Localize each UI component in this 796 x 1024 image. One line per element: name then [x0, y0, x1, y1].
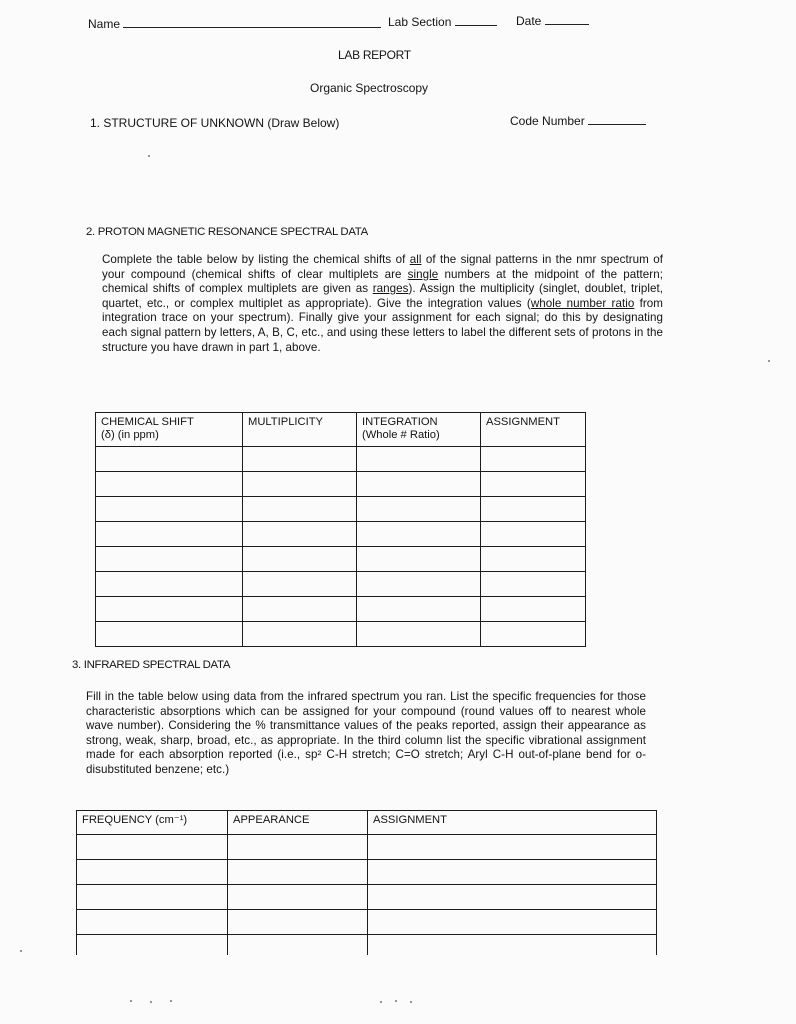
s2-underline-all: all: [409, 253, 422, 266]
table-cell[interactable]: [77, 835, 228, 860]
name-label: Name: [88, 17, 121, 31]
table-row: [77, 885, 657, 910]
table-cell[interactable]: [357, 622, 481, 647]
scan-speck: [130, 1000, 132, 1002]
table-cell[interactable]: [481, 522, 586, 547]
table-cell[interactable]: [96, 622, 243, 647]
table-cell[interactable]: [357, 597, 481, 622]
s2-underline-ranges: ranges: [372, 282, 409, 296]
table-cell[interactable]: [96, 472, 243, 497]
s2-text-1: Complete the table below by listing the chemical shifts of: [102, 253, 410, 266]
ir-col-assignment: ASSIGNMENT: [368, 811, 657, 835]
table-cell[interactable]: [77, 885, 228, 910]
table-cell[interactable]: [228, 935, 368, 955]
table-cell[interactable]: [481, 547, 586, 572]
table-row: [77, 835, 657, 860]
table-cell[interactable]: [368, 910, 657, 935]
scan-speck: [768, 360, 770, 362]
table-cell[interactable]: [481, 622, 586, 647]
nmr-col-assignment: ASSIGNMENT: [481, 413, 586, 447]
table-cell[interactable]: [243, 472, 357, 497]
table-cell[interactable]: [96, 547, 243, 572]
table-cell[interactable]: [96, 522, 243, 547]
scan-speck: [148, 155, 150, 157]
table-cell[interactable]: [96, 497, 243, 522]
table-cell[interactable]: [481, 572, 586, 597]
table-cell[interactable]: [228, 860, 368, 885]
chemical-shift-unit: (δ) (in ppm): [101, 428, 159, 441]
table-row: [96, 572, 586, 597]
table-cell[interactable]: [228, 910, 368, 935]
table-row: [96, 497, 586, 522]
table-cell[interactable]: [357, 547, 481, 572]
s2-underline-whole-number-ratio: whole number ratio: [530, 296, 635, 310]
date-blank[interactable]: [545, 24, 589, 25]
ir-data-table: [76, 810, 657, 955]
table-cell[interactable]: [77, 935, 228, 955]
table-row: [96, 472, 586, 497]
table-row: [77, 860, 657, 885]
s2-text-5: from integration trace on your spectrum). Finally give your assignment for each signal; do this by designating each signal pattern by letters, A, B, C, etc., and using these letters to label the different sets of protons in the structure you have drawn in part 1, above.: [102, 296, 664, 354]
table-row: [96, 547, 586, 572]
lab-section-label: Lab Section: [388, 15, 452, 29]
table-cell[interactable]: [481, 472, 586, 497]
s2-underline-single: single: [407, 267, 439, 281]
lab-section-blank[interactable]: [455, 25, 497, 26]
date-field-row: [516, 14, 589, 28]
table-cell[interactable]: [481, 497, 586, 522]
code-number-row: [510, 114, 646, 128]
nmr-col-integration: [357, 413, 481, 447]
table-cell[interactable]: [77, 910, 228, 935]
name-field-row: [88, 17, 381, 31]
table-cell[interactable]: [243, 547, 357, 572]
table-cell[interactable]: [228, 835, 368, 860]
scan-speck: [150, 1001, 152, 1003]
table-cell[interactable]: [357, 472, 481, 497]
page-title: LAB REPORT: [338, 48, 411, 62]
nmr-col-chemical-shift: [96, 413, 243, 447]
name-blank[interactable]: [123, 27, 381, 28]
page-subtitle: Organic Spectroscopy: [310, 81, 429, 95]
section2-heading: 2. PROTON MAGNETIC RESONANCE SPECTRAL DATA: [86, 226, 368, 238]
table-cell[interactable]: [243, 497, 357, 522]
scan-speck: [410, 1001, 412, 1003]
table-cell[interactable]: [357, 522, 481, 547]
table-cell[interactable]: [96, 572, 243, 597]
table-cell[interactable]: [96, 597, 243, 622]
scan-speck: [20, 950, 22, 952]
table-row: [77, 910, 657, 935]
table-row: [96, 597, 586, 622]
table-row: [96, 622, 586, 647]
section-field-row: [388, 15, 497, 29]
table-cell[interactable]: [243, 622, 357, 647]
structure-drawing-area[interactable]: [86, 135, 706, 215]
table-row: [96, 522, 586, 547]
table-cell[interactable]: [243, 447, 357, 472]
table-cell[interactable]: [243, 572, 357, 597]
ir-header-row: [77, 811, 657, 835]
s2-text-4: ). Assign the multiplicity (singlet, doublet, triplet, quartet, etc., or complex multiplet as appropriate). Give the integration values (: [102, 282, 663, 310]
chemical-shift-label: CHEMICAL SHIFT: [101, 416, 194, 428]
table-cell[interactable]: [243, 597, 357, 622]
code-number-label: Code Number: [510, 114, 585, 128]
section3-heading: 3. INFRARED SPECTRAL DATA: [72, 659, 231, 671]
ir-col-frequency: FREQUENCY (cm⁻¹): [77, 811, 228, 835]
section2-instructions: [102, 253, 663, 355]
table-row: [77, 935, 657, 955]
table-cell[interactable]: [481, 597, 586, 622]
table-cell[interactable]: [228, 885, 368, 910]
table-cell[interactable]: [368, 860, 657, 885]
table-cell[interactable]: [77, 860, 228, 885]
section3-instructions: Fill in the table below using data from the infrared spectrum you ran. List the specific frequencies for those characteristic absorptions which can be assigned for your compound (round values off to nearest whole wave number). Considering the % transmittance values of the peaks reported, assign their appearance as strong, weak, sharp, broad, etc., as appropriate. In the third column list the specific vibrational assignment made for each absorption reported (i.e., sp² C-H stretch; C=O stretch; Aryl C-H out-of-plane bend for o-disubstituted benzene; etc.): [86, 690, 646, 776]
table-cell[interactable]: [357, 447, 481, 472]
table-cell[interactable]: [357, 572, 481, 597]
table-row: [96, 447, 586, 472]
table-cell[interactable]: [368, 835, 657, 860]
s2-text-3: numbers at the midpoint of the pattern; chemical shifts of complex multiplets are given as: [102, 267, 663, 296]
table-cell[interactable]: [481, 447, 586, 472]
integration-unit: (Whole # Ratio): [362, 428, 440, 441]
scan-speck: [170, 1000, 172, 1002]
table-cell[interactable]: [357, 497, 481, 522]
date-label: Date: [516, 14, 542, 28]
table-cell[interactable]: [243, 522, 357, 547]
table-cell[interactable]: [368, 885, 657, 910]
section1-heading: 1. STRUCTURE OF UNKNOWN (Draw Below): [90, 116, 340, 130]
code-number-blank[interactable]: [588, 124, 646, 125]
nmr-header-row: [96, 413, 586, 447]
table-cell[interactable]: [96, 447, 243, 472]
nmr-col-multiplicity: MULTIPLICITY: [243, 413, 357, 447]
table-cell[interactable]: [368, 935, 657, 955]
integration-label: INTEGRATION: [362, 416, 438, 428]
scan-speck: [380, 1001, 382, 1003]
ir-col-appearance: APPEARANCE: [228, 811, 368, 835]
s2-text-2: of the signal patterns in the nmr spectrum of your compound (chemical shifts of clear multiplets are: [102, 253, 663, 281]
nmr-data-table: [95, 412, 586, 647]
scan-speck: [395, 1000, 397, 1002]
